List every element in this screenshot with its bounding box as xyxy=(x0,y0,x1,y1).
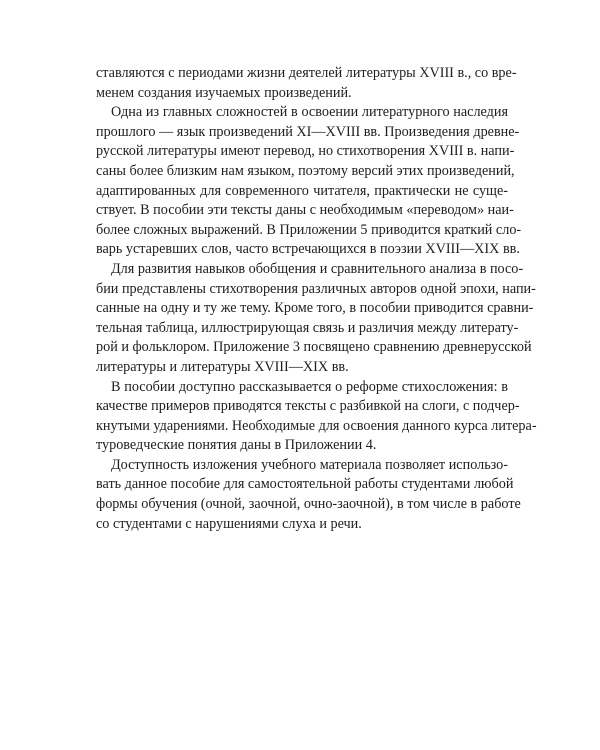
text-line: рой и фольклором. Приложение 3 посвящено сравнению древнерусской xyxy=(96,339,532,356)
text-line: туроведческие понятия даны в Приложении 4. xyxy=(96,437,377,454)
paragraph-2 xyxy=(96,103,522,260)
text-line: В пособии доступно рассказывается о реформе стихосложения: в xyxy=(111,378,508,395)
text-line: кнутыми ударениями. Необходимые для освоения данного курса литера- xyxy=(96,417,537,434)
paragraph-5 xyxy=(96,456,521,534)
paragraph-3 xyxy=(96,260,536,378)
text-line: менем создания изучаемых произведений. xyxy=(96,84,352,101)
text-line: русской литературы имеют перевод, но стихотворения XVIII в. напи- xyxy=(96,143,515,160)
text-line: санные на одну и ту же тему. Кроме того, в пособии приводится сравни- xyxy=(96,300,534,317)
text-line: варь устаревших слов, часто встречающихся в поэзии XVIII—XIX вв. xyxy=(96,241,520,258)
paragraph-1 xyxy=(96,64,517,103)
text-line: Одна из главных сложностей в освоении литературного наследия xyxy=(111,104,508,121)
text-line: Доступность изложения учебного материала позволяет использо- xyxy=(111,456,508,473)
text-line: ствует. В пособии эти тексты даны с необходимым «переводом» наи- xyxy=(96,202,514,219)
text-line: Для развития навыков обобщения и сравнительного анализа в посо- xyxy=(111,260,524,277)
text-line: качестве примеров приводятся тексты с разбивкой на слоги, с подчер- xyxy=(96,398,520,415)
text-line: со студентами с нарушениями слуха и речи. xyxy=(96,515,362,532)
text-line: вать данное пособие для самостоятельной работы студентами любой xyxy=(96,476,514,493)
text-line: тельная таблица, иллюстрирующая связь и различия между литерату- xyxy=(96,319,519,336)
text-line: бии представлены стихотворения различных авторов одной эпохи, напи- xyxy=(96,280,536,297)
text-line: литературы и литературы XVIII—XIX вв. xyxy=(96,358,349,375)
text-line: формы обучения (очной, заочной, очно-заочной), в том числе в работе xyxy=(96,496,521,513)
text-line: саны более близким нам языком, поэтому версий этих произведений, xyxy=(96,162,515,179)
text-line: прошлого — язык произведений XI—XVIII вв. Произведения древне- xyxy=(96,123,520,140)
text-line: ставляются с периодами жизни деятелей литературы XVIII в., со вре- xyxy=(96,65,517,81)
body-text xyxy=(96,64,537,534)
text-line: адаптированных для современного читателя, практически не суще- xyxy=(96,182,508,199)
text-line: более сложных выражений. В Приложении 5 приводится краткий сло- xyxy=(96,221,522,238)
paragraph-4 xyxy=(96,378,537,456)
